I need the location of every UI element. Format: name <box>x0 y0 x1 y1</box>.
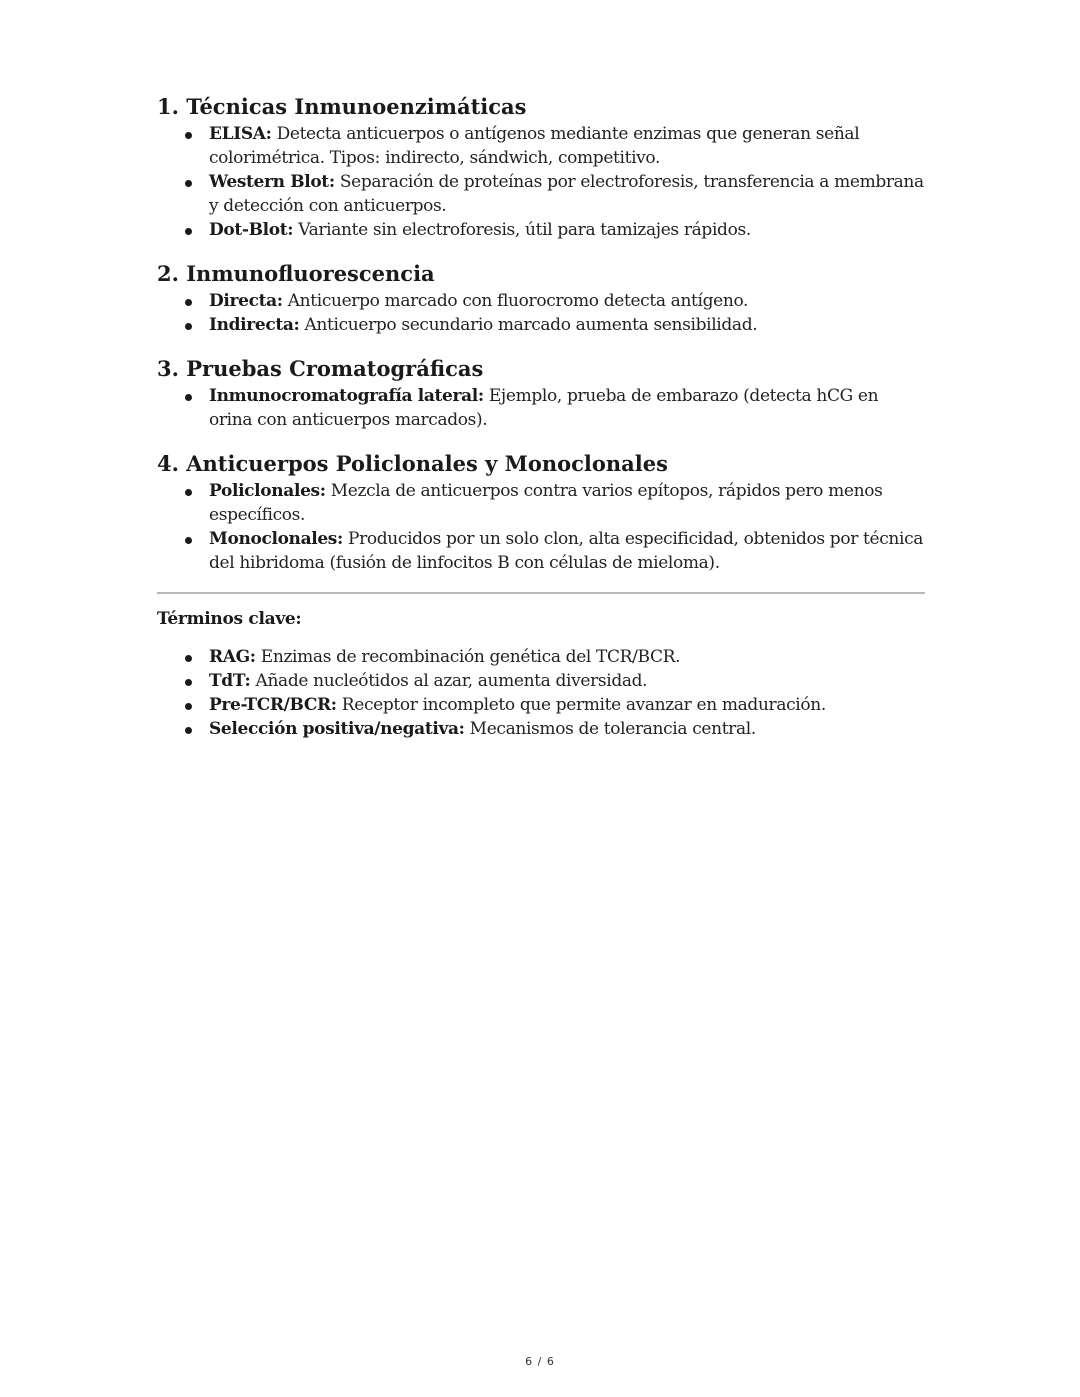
bullet-icon <box>185 727 192 734</box>
item-text: Detecta anticuerpos o antígenos mediante enzimas que generan señal colorimétrica. Tipos: indirecto, sándwich, competitivo. <box>209 124 860 168</box>
item-text: Variante sin electroforesis, útil para tamizajes rápidos. <box>298 220 751 240</box>
item-term: ELISA: <box>209 124 272 144</box>
list-item <box>209 717 925 741</box>
item-text: Ejemplo, prueba de embarazo (detecta hCG en orina con anticuerpos marcados). <box>209 386 879 430</box>
page-number: 6 / 6 <box>525 1355 555 1368</box>
bullet-list <box>157 479 925 575</box>
item-term: Dot-Blot: <box>209 220 294 240</box>
section-tecnicas-inmunoenzimaticas <box>157 92 925 242</box>
bullet-icon <box>185 394 192 401</box>
document-body <box>157 92 925 741</box>
item-term: RAG: <box>209 647 256 667</box>
item-text: Anticuerpo secundario marcado aumenta sensibilidad. <box>304 315 758 335</box>
list-item <box>209 479 925 527</box>
item-text: Receptor incompleto que permite avanzar en maduración. <box>341 695 826 715</box>
bullet-icon <box>185 180 192 187</box>
item-term: Indirecta: <box>209 315 300 335</box>
bullet-list <box>157 384 925 432</box>
item-term: Directa: <box>209 291 283 311</box>
list-item <box>209 170 925 218</box>
item-text: Añade nucleótidos al azar, aumenta diversidad. <box>255 671 648 691</box>
item-term: Western Blot: <box>209 172 335 192</box>
section-heading: 4. Anticuerpos Policlonales y Monoclonales <box>157 451 668 476</box>
bullet-icon <box>185 537 192 544</box>
item-text: Mecanismos de tolerancia central. <box>469 719 756 739</box>
section-heading: 3. Pruebas Cromatográficas <box>157 356 484 381</box>
bullet-icon <box>185 703 192 710</box>
key-terms-title: Términos clave: <box>157 609 302 629</box>
item-text: Enzimas de recombinación genética del TCR/BCR. <box>260 647 681 667</box>
bullet-icon <box>185 489 192 496</box>
bullet-icon <box>185 655 192 662</box>
key-terms-section <box>157 607 925 741</box>
list-item <box>209 669 925 693</box>
item-text: Separación de proteínas por electroforesis, transferencia a membrana y detección con anticuerpos. <box>209 172 924 216</box>
bullet-icon <box>185 323 192 330</box>
item-term: Inmunocromatografía lateral: <box>209 386 484 406</box>
item-text: Mezcla de anticuerpos contra varios epítopos, rápidos pero menos específicos. <box>209 481 883 525</box>
section-heading: 2. Inmunofluorescencia <box>157 261 435 286</box>
section-inmunofluorescencia <box>157 259 925 337</box>
list-item <box>209 313 925 337</box>
section-heading: 1. Técnicas Inmunoenzimáticas <box>157 94 527 119</box>
item-text: Anticuerpo marcado con fluorocromo detecta antígeno. <box>287 291 749 311</box>
list-item <box>209 645 925 669</box>
horizontal-divider <box>157 592 925 594</box>
bullet-icon <box>185 679 192 686</box>
bullet-icon <box>185 228 192 235</box>
item-term: Monoclonales: <box>209 529 343 549</box>
list-item <box>209 384 925 432</box>
bullet-icon <box>185 299 192 306</box>
item-term: Selección positiva/negativa: <box>209 719 465 739</box>
list-item <box>209 693 925 717</box>
bullet-list <box>157 289 925 337</box>
section-pruebas-cromatograficas <box>157 354 925 432</box>
bullet-icon <box>185 132 192 139</box>
section-anticuerpos <box>157 449 925 575</box>
list-item <box>209 122 925 170</box>
item-text: Producidos por un solo clon, alta especificidad, obtenidos por técnica del hibridoma (fusión de linfocitos B con células de mieloma). <box>209 529 924 573</box>
bullet-list <box>157 122 925 242</box>
list-item <box>209 218 925 242</box>
item-term: Policlonales: <box>209 481 326 501</box>
item-term: Pre-TCR/BCR: <box>209 695 337 715</box>
list-item <box>209 527 925 575</box>
item-term: TdT: <box>209 671 251 691</box>
list-item <box>209 289 925 313</box>
key-terms-list <box>157 645 925 741</box>
